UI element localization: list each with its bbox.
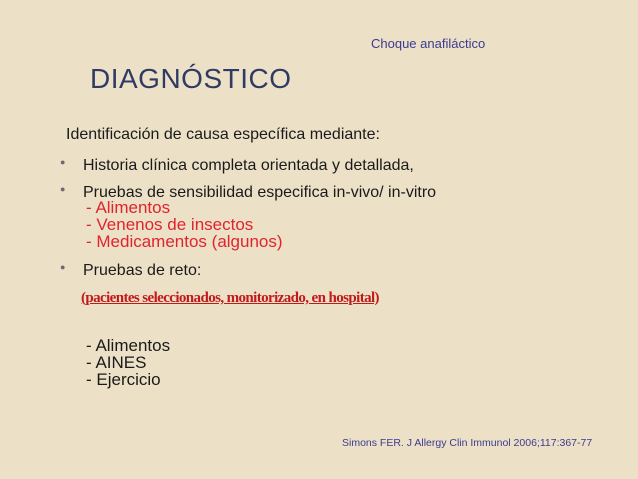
bullet-text: Pruebas de sensibilidad especifica in-vivo/ in-vitro xyxy=(83,184,437,201)
bullet-text: Pruebas de reto: xyxy=(83,262,202,279)
slide-header-tag: Choque anafiláctico xyxy=(371,36,486,51)
bullet-dot-icon: ● xyxy=(60,184,66,194)
sublist-item: - AINES xyxy=(86,353,147,372)
bullet-dot-icon: ● xyxy=(60,157,66,167)
slide-title: DIAGNÓSTICO xyxy=(90,63,292,94)
sublist-item: - Ejercicio xyxy=(86,370,161,389)
sublist-item: - Alimentos xyxy=(86,336,171,355)
reto-sublist xyxy=(86,337,170,388)
citation: Simons FER. J Allergy Clin Immunol 2006;117:367-77 xyxy=(342,437,593,449)
intro-text: Identificación de causa específica mediante: xyxy=(66,126,380,143)
reto-note: (pacientes seleccionados, monitorizado, en hospital) xyxy=(81,290,379,306)
bullet-dot-icon: ● xyxy=(60,262,66,272)
sublist-item: - Venenos de insectos xyxy=(86,215,254,234)
bullet-text: Historia clínica completa orientada y detallada, xyxy=(83,157,414,174)
sublist-item: - Medicamentos (algunos) xyxy=(86,232,283,251)
sensitivity-sublist xyxy=(86,199,283,250)
sublist-item: - Alimentos xyxy=(86,198,171,217)
